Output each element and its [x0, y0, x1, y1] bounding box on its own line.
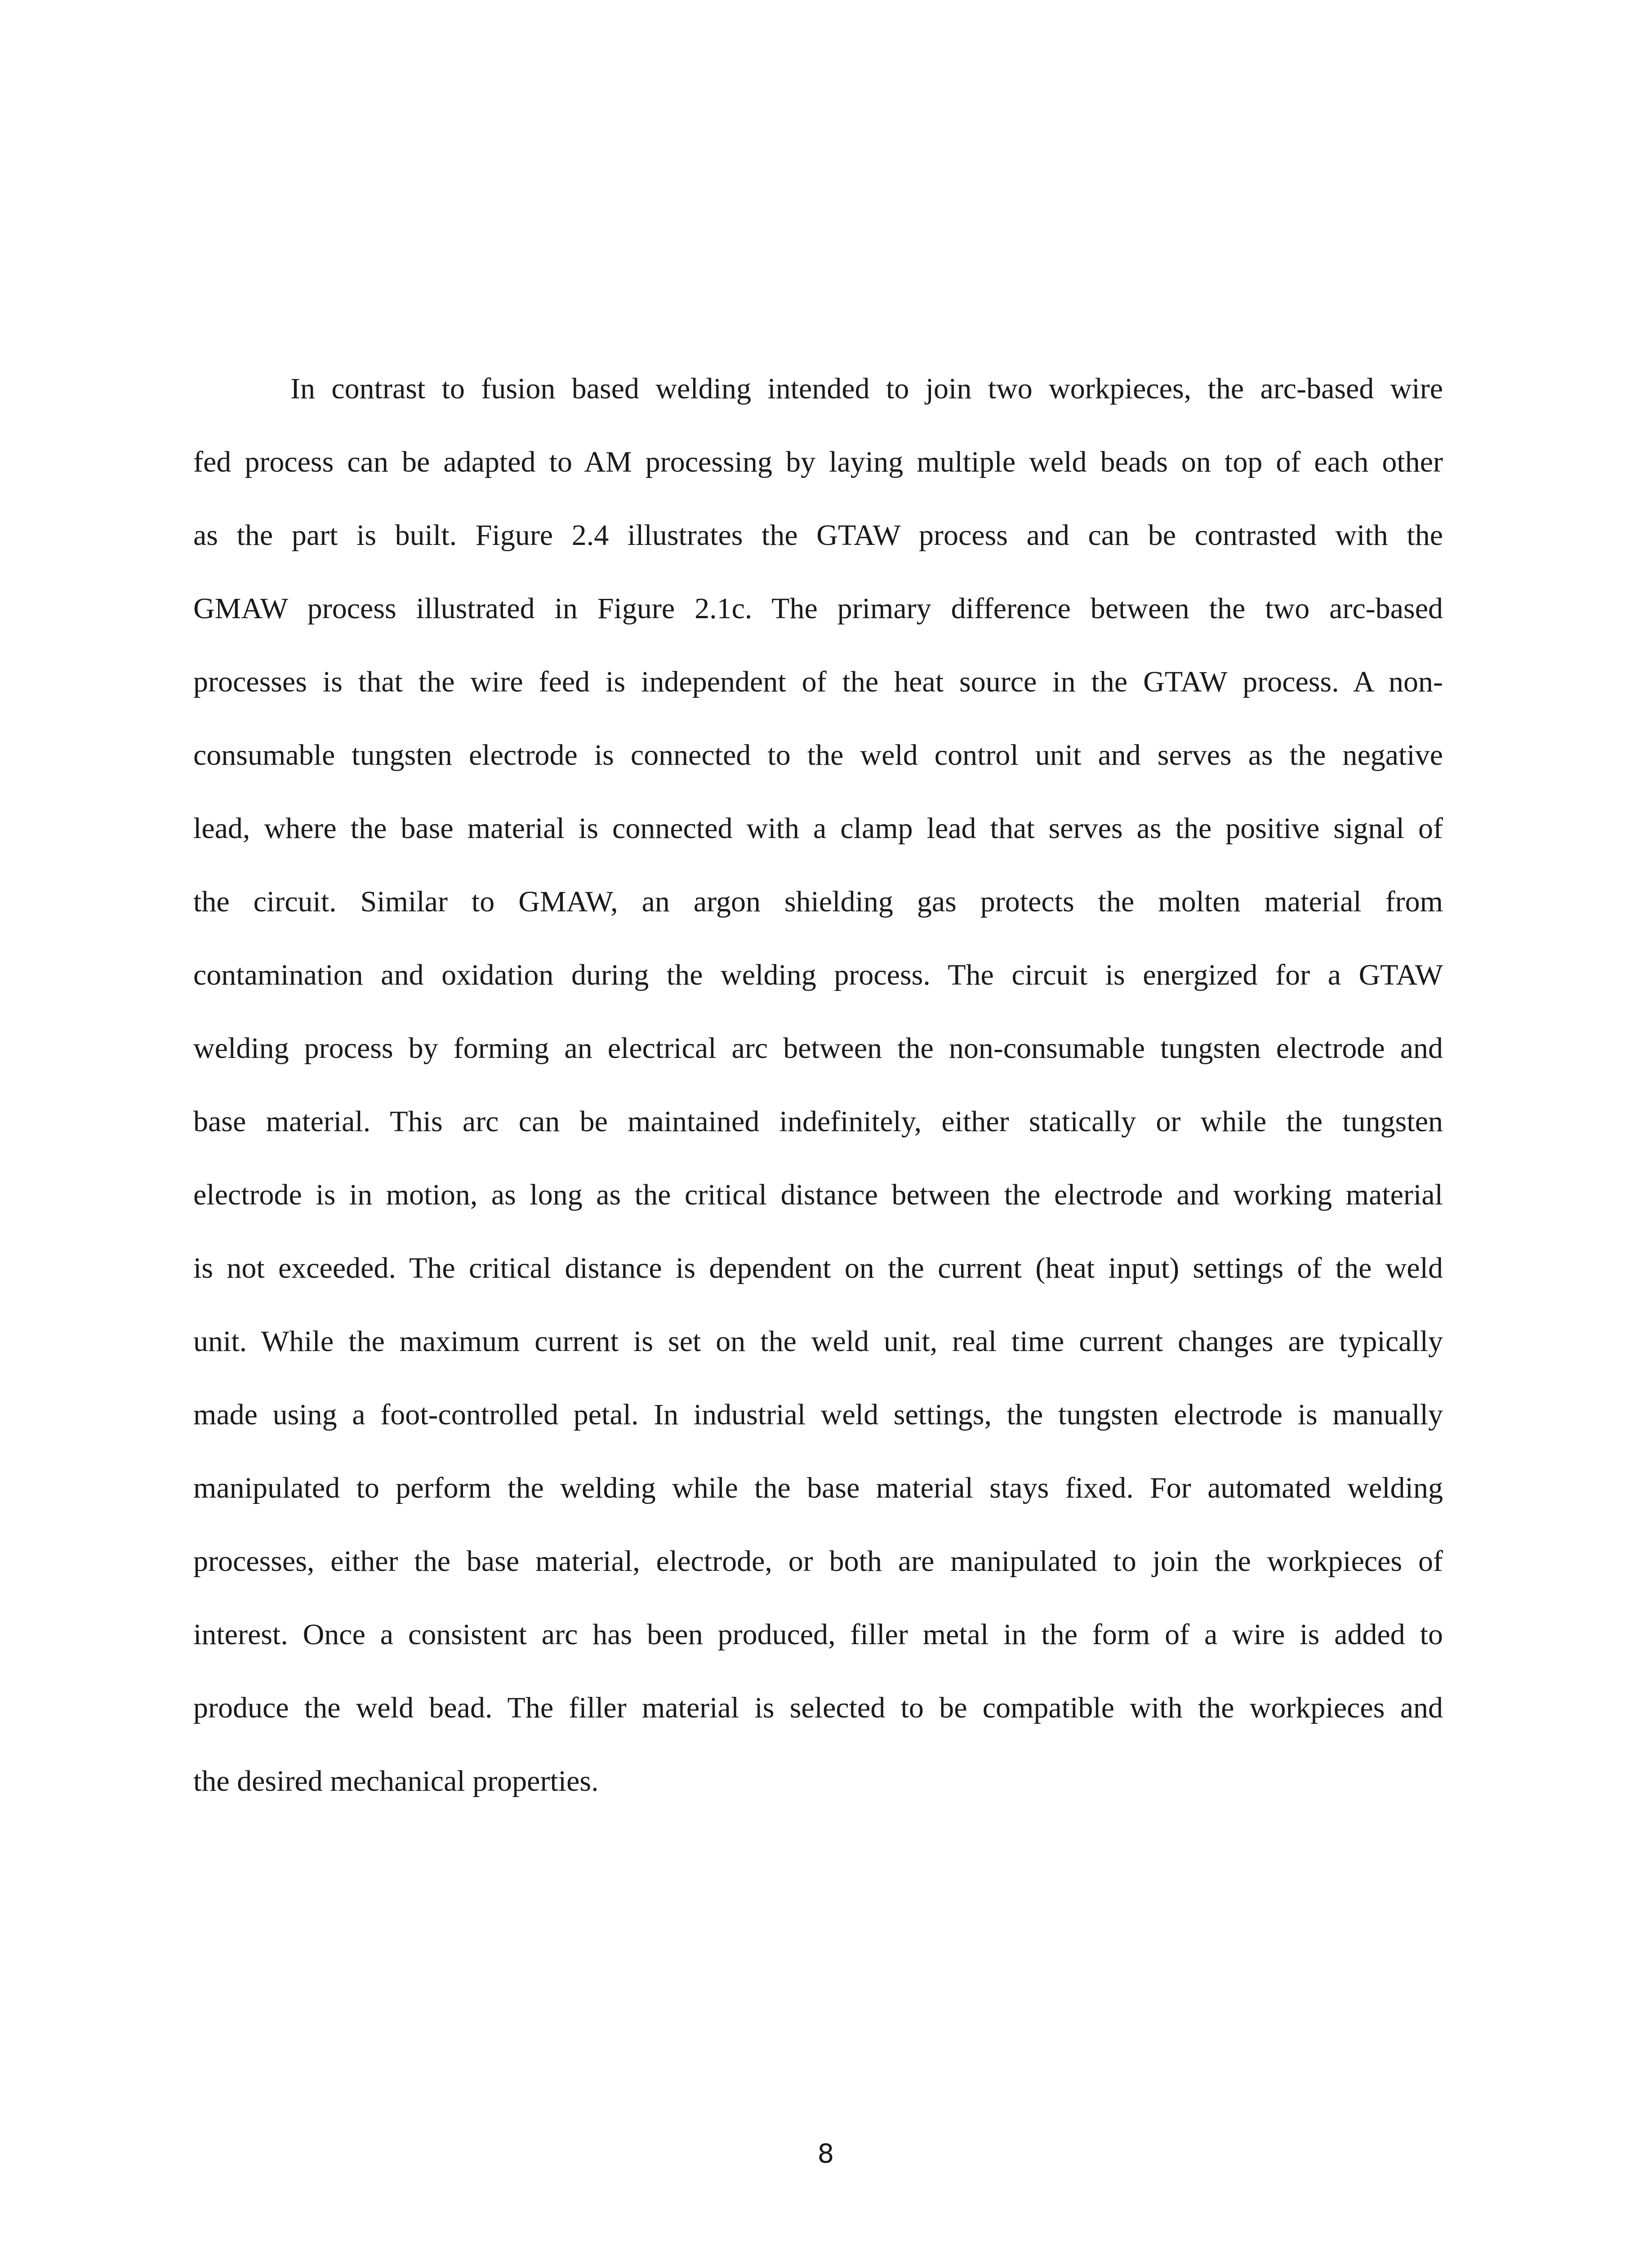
paragraph-line: manipulated to perform the welding while the base material stays fixed. For automated welding	[193, 1472, 1443, 1504]
paragraph-line: GMAW process illustrated in Figure 2.1c. The primary difference between the two arc-based	[193, 592, 1443, 625]
paragraph-line: interest. Once a consistent arc has been produced, filler metal in the form of a wire is added to	[193, 1618, 1443, 1651]
page-number: 8	[817, 2138, 834, 2169]
paragraph-line: contamination and oxidation during the welding process. The circuit is energized for a GTAW	[193, 959, 1443, 991]
paragraph-line: made using a foot-controlled petal. In industrial weld settings, the tungsten electrode is manually	[193, 1398, 1443, 1431]
paragraph-line: In contrast to fusion based welding intended to join two workpieces, the arc-based wire	[290, 372, 1443, 405]
paragraph-line: base material. This arc can be maintained indefinitely, either statically or while the tungsten	[193, 1105, 1443, 1138]
paragraph-line: processes, either the base material, electrode, or both are manipulated to join the workpieces of	[193, 1545, 1443, 1578]
paragraph-line: is not exceeded. The critical distance is dependent on the current (heat input) settings of the weld	[193, 1252, 1443, 1285]
paragraph-line: as the part is built. Figure 2.4 illustrates the GTAW process and can be contrasted with the	[193, 519, 1443, 552]
paragraph-line: unit. While the maximum current is set on the weld unit, real time current changes are typically	[193, 1325, 1443, 1358]
paragraph-line: welding process by forming an electrical arc between the non-consumable tungsten electrode and	[193, 1032, 1443, 1065]
paragraph-line: the desired mechanical properties.	[193, 1765, 599, 1798]
paragraph-line: the circuit. Similar to GMAW, an argon shielding gas protects the molten material from	[193, 885, 1443, 918]
paragraph-line: processes is that the wire feed is independent of the heat source in the GTAW process. A non-	[193, 665, 1443, 698]
paragraph-line: produce the weld bead. The filler material is selected to be compatible with the workpieces and	[193, 1691, 1443, 1724]
paragraph-line: electrode is in motion, as long as the critical distance between the electrode and working material	[193, 1178, 1443, 1211]
paragraph-line: consumable tungsten electrode is connected to the weld control unit and serves as the negative	[193, 739, 1443, 772]
paragraph-line: lead, where the base material is connected with a clamp lead that serves as the positive signal of	[193, 812, 1443, 845]
paragraph-line: fed process can be adapted to AM processing by laying multiple weld beads on top of each other	[193, 446, 1443, 478]
